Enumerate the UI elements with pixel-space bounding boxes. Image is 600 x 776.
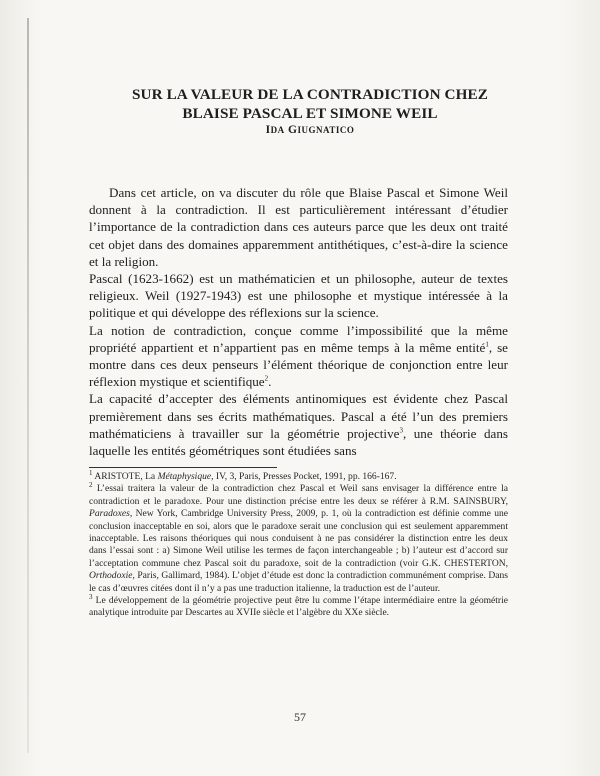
binding-shadow bbox=[27, 18, 29, 753]
author-name bbox=[60, 124, 560, 136]
paragraph-contradiction bbox=[89, 322, 508, 391]
footnote-2 bbox=[89, 483, 508, 595]
footnote-title: Métaphysique bbox=[157, 471, 212, 482]
footnote-title: Paradoxes bbox=[89, 508, 130, 520]
author-first-initial: I bbox=[265, 124, 271, 136]
footnote-text: , New York, Cambridge University Press, 2009, p. 1, où la contradiction est définie comme une conclusion inacceptable en soi, alors que le paradoxe serait une conclusion qui est seulement apparemment inacceptable. Les raisons théoriques qui nous conduisent à ne pas considérer la distinction entre les deux dans l’essai sont : a) Simone Weil utilise les termes de façon interchangeable ; b) l’auteur est d’accord sur l’acceptation commune chez Pascal soit du paradoxe, soit de la contradiction (voir G.K. CHESTERTON, bbox=[89, 508, 508, 569]
paragraph-intro: Dans cet article, on va discuter du rôle que Blaise Pascal et Simone Weil donnent à la contradiction. Il est particulièrement intéressant d’étudier l’importance de la contradiction dans ces auteurs parce que les deux ont traité cet objet dans des domaines apparemment antithétiques, c’est-à-dire la science et la religion. bbox=[89, 185, 508, 269]
author-first-rest: DA bbox=[270, 125, 285, 135]
title-line-2: BLAISE PASCAL ET SIMONE WEIL bbox=[182, 105, 438, 122]
paragraph-text: La capacité d’accepter des éléments antinomiques est évidente chez Pascal premièrement dans ses écrits mathématiques. Pascal a été l’un des premiers mathématiciens à travailler sur la géométrie projective bbox=[89, 391, 508, 441]
footnote-text: , IV, 3, Paris, Presses Pocket, 1991, pp. 166-167. bbox=[211, 471, 397, 482]
title-line-1: SUR LA VALEUR DE LA CONTRADICTION CHEZ bbox=[131, 86, 488, 103]
footnote-text: ARISTOTE, La bbox=[92, 471, 158, 482]
footnotes bbox=[89, 468, 508, 620]
paragraph-text: , se montre dans ces deux penseurs l’élément théorique de conjonction entre leur réflexion mystique et scientifique bbox=[89, 339, 508, 390]
article-body bbox=[89, 184, 508, 459]
footnote-3 bbox=[89, 592, 508, 620]
footnote-number: 2 bbox=[89, 481, 93, 490]
paragraph-authors: Pascal (1623-1662) est un mathématicien et un philosophe, auteur de textes religieux. Weil (1927-1943) est une philosophe et mystique intéressée à la politique et qui développe des réflexions sur la science. bbox=[89, 271, 508, 321]
footnote-title: Orthodoxie bbox=[89, 570, 133, 582]
page-number: 57 bbox=[294, 710, 306, 724]
paragraph-text: , une théorie dans laquelle les entités géométriques sont étudiées sans bbox=[89, 425, 508, 459]
footnote-ref-1: 1 bbox=[485, 340, 489, 349]
footnote-separator bbox=[89, 467, 277, 468]
article-title bbox=[60, 85, 560, 123]
footnote-ref-3: 3 bbox=[399, 426, 403, 435]
footnote-text: Le développement de la géométrie projective peut être lu comme l’étape intermédiaire entre la géométrie analytique introduite par Descartes au XVIIe siècle et l’algèbre du XXe siècle. bbox=[89, 595, 508, 619]
paragraph-antinomies bbox=[89, 390, 508, 459]
paragraph-text: . bbox=[268, 374, 272, 390]
footnote-number: 3 bbox=[89, 592, 93, 601]
footnote-text: , Paris, Gallimard, 1984). L’objet d’étude est donc la contradiction communément comprise. Dans le cas d’œuvres citées dont il n’y a pas une traduction italienne, la traduction est de l’auteur. bbox=[89, 570, 508, 594]
author-last-rest: IUGNATICO bbox=[297, 125, 355, 135]
footnote-text: L’essai traitera la valeur de la contradiction chez Pascal et Weil sans envisager la différence entre la contradiction et le paradoxe. Pour une distinction précise entre les deux se référer à R.M. SAINSBURY, bbox=[89, 483, 508, 507]
footnote-ref-2: 2 bbox=[264, 374, 269, 383]
footnote-number: 1 bbox=[89, 468, 93, 477]
paragraph-text: La notion de contradiction, conçue comme l’impossibilité que la même propriété appartient et n’appartient pas en même temps à la même entité bbox=[89, 322, 508, 355]
footnote-1 bbox=[89, 468, 508, 483]
author-last-initial: G bbox=[288, 124, 298, 136]
